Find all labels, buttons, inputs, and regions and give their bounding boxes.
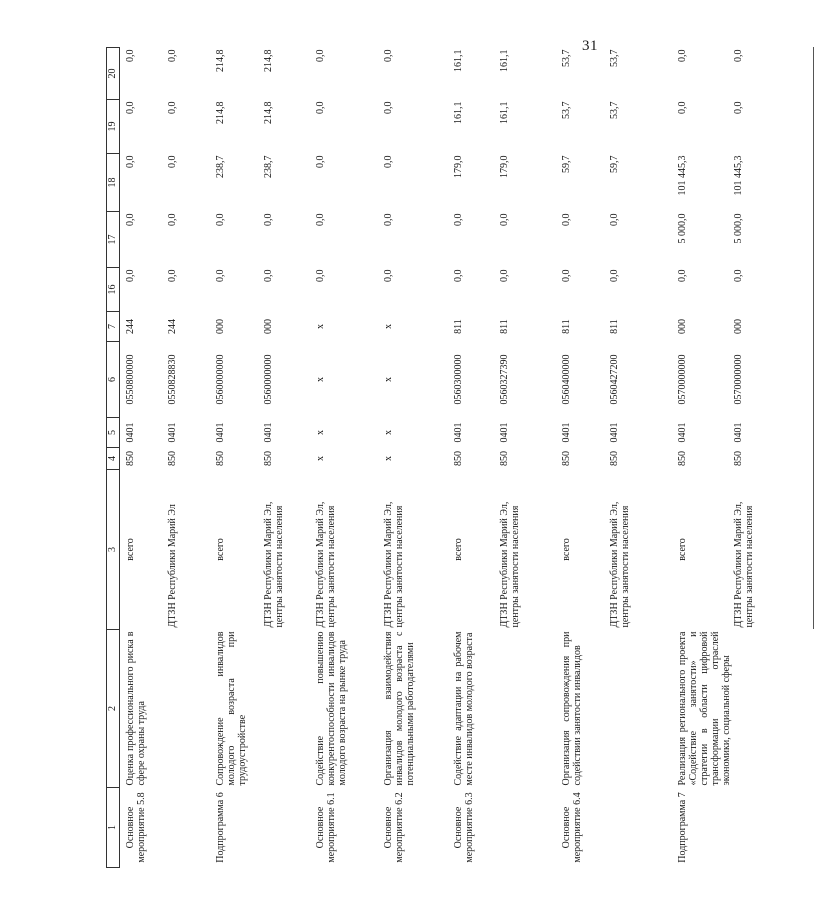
cell-value: 0,0 [608, 269, 620, 282]
cell-value: 214,8 [262, 101, 274, 124]
cell-value: 0,0 [314, 101, 326, 114]
col-header: 18 [107, 154, 120, 212]
cell-value: 161,1 [498, 49, 510, 72]
executor-cell: ДТЗН Республики Марий Эл, центры занятости населения [382, 501, 405, 628]
cell-value: 0,0 [314, 213, 326, 226]
cell-value: 0,0 [262, 269, 274, 282]
cell-grbs: 850 [560, 451, 572, 466]
measure-name: Содействие повышению конкурентоспособности инвалидов молодого возраста на рынке труда [314, 631, 348, 786]
col-header: 5 [107, 418, 120, 448]
cell-vr: 244 [125, 319, 136, 334]
table-row [448, 48, 498, 868]
cell-value: 161,1 [452, 49, 464, 72]
cell-rzpr: 0401 [262, 422, 274, 443]
cell-rzpr: 0401 [608, 422, 620, 443]
executor-cell: ДТЗН Республики Марий Эл [166, 504, 178, 628]
cell-value: 53,7 [560, 101, 572, 119]
cell-value: 0,0 [382, 155, 394, 168]
cell-value: 0,0 [125, 269, 136, 282]
col-header: 7 [107, 312, 120, 342]
cell-rzpr: 0401 [166, 422, 178, 443]
cell-csr: 0560000000 [262, 354, 274, 405]
table-row [672, 48, 732, 868]
cell-value: 53,7 [608, 101, 620, 119]
cell-grbs: x [382, 456, 394, 461]
cell-value: 53,7 [608, 49, 620, 67]
measure-code: Основное мероприятие 6.3 [452, 792, 475, 863]
cell-grbs: 850 [125, 451, 136, 466]
cell-value: 0,0 [314, 155, 326, 168]
cell-rzpr: 0401 [676, 422, 688, 443]
cell-grbs: 850 [452, 451, 464, 466]
cell-csr: 0560327390 [498, 354, 510, 405]
executor-cell: всего [676, 538, 688, 561]
cell-csr: 0560300000 [452, 354, 464, 405]
cell-value: 238,7 [214, 155, 226, 178]
executor-cell: ДТЗН Республики Марий Эл, центры занятости населения [498, 501, 521, 628]
budget-table [106, 47, 814, 868]
cell-vr: 811 [608, 319, 620, 334]
cell-rzpr: x [382, 430, 394, 435]
cell-value: 59,7 [608, 155, 620, 173]
cell-value: 161,1 [452, 101, 464, 124]
table-row [556, 48, 608, 868]
measure-code: Основное мероприятие 5.8 [125, 792, 147, 863]
cell-grbs: 850 [732, 448, 814, 470]
cell-value: 0,0 [314, 49, 326, 62]
cell-value: 0,0 [125, 213, 136, 226]
header-row [107, 48, 120, 868]
cell-value: 179,0 [452, 155, 464, 178]
cell-csr: 0560427200 [608, 354, 620, 405]
cell-csr: x [382, 377, 394, 382]
table-body [120, 48, 814, 868]
executor-cell: ДТЗН Республики Марий Эл, центры занятости населения [608, 501, 631, 628]
col-header: 6 [107, 342, 120, 418]
cell-value: 0,0 [498, 269, 510, 282]
cell-value: 59,7 [560, 155, 572, 173]
cell-vr: 000 [676, 319, 688, 334]
col-header: 20 [107, 48, 120, 100]
executor-cell: всего [560, 538, 572, 561]
cell-value: 0,0 [732, 48, 814, 100]
cell-value: 0,0 [382, 269, 394, 282]
cell-value: 0,0 [560, 213, 572, 226]
cell-value: 0,0 [608, 213, 620, 226]
cell-vr: 000 [732, 312, 814, 342]
cell-value: 0,0 [676, 269, 688, 282]
cell-value: 0,0 [382, 213, 394, 226]
cell-rzpr: 0401 [732, 418, 814, 448]
cell-rzpr: 0401 [125, 422, 136, 443]
cell-value: 0,0 [676, 49, 688, 62]
cell-value: 179,0 [498, 155, 510, 178]
cell-vr: 000 [262, 319, 274, 334]
cell-value: 0,0 [166, 269, 178, 282]
cell-vr: 811 [560, 319, 572, 334]
cell-value: 161,1 [498, 101, 510, 124]
cell-vr: 000 [214, 319, 226, 334]
cell-vr: 811 [498, 319, 510, 334]
cell-value: 0,0 [125, 155, 136, 168]
table-row [120, 48, 166, 868]
measure-code: Основное мероприятие 6.1 [314, 792, 337, 863]
cell-value: 238,7 [262, 155, 274, 178]
cell-value: 0,0 [166, 155, 178, 168]
measure-code: Основное мероприятие 6.4 [560, 792, 583, 863]
measure-code: Основное мероприятие 6.2 [382, 792, 405, 863]
measure-name: Организация сопровождения при содействии занятости инвалидов [560, 631, 583, 786]
cell-value: 0,0 [452, 213, 464, 226]
cell-value: 0,0 [262, 213, 274, 226]
page-number: 31 [582, 38, 598, 54]
executor-cell: всего [125, 538, 136, 561]
cell-value: 0,0 [125, 49, 136, 62]
executor-cell: ДТЗН Республики Марий Эл, центры занятости населения [314, 501, 337, 628]
executor-cell: ДТЗН Республики Марий Эл, центры занятости населения [732, 470, 814, 630]
cell-csr: 0550828830 [166, 354, 178, 405]
cell-rzpr: 0401 [452, 422, 464, 443]
table-row [378, 48, 448, 868]
cell-rzpr: 0401 [498, 422, 510, 443]
cell-value: 53,7 [560, 49, 572, 67]
measure-code: Подпрограмма 7 [676, 792, 688, 863]
cell-value: 5 000,0 [732, 212, 814, 268]
cell-grbs: 850 [262, 451, 274, 466]
cell-value: 0,0 [214, 213, 226, 226]
col-header: 19 [107, 100, 120, 154]
cell-csr: 0570000000 [732, 342, 814, 418]
cell-value: 0,0 [166, 213, 178, 226]
cell-value: 0,0 [125, 101, 136, 114]
cell-value: 101 445,3 [676, 155, 688, 196]
col-header: 1 [107, 788, 120, 868]
cell-value: 214,8 [214, 101, 226, 124]
cell-vr: x [314, 324, 326, 329]
cell-rzpr: 0401 [560, 422, 572, 443]
cell-vr: x [382, 324, 394, 329]
cell-grbs: 850 [166, 451, 178, 466]
cell-value: 0,0 [498, 213, 510, 226]
col-header: 3 [107, 470, 120, 630]
col-header: 4 [107, 448, 120, 470]
cell-value: 0,0 [382, 101, 394, 114]
executor-cell: всего [452, 538, 464, 561]
measure-name: Содействие адаптации на рабочем месте инвалидов молодого возраста [452, 631, 475, 786]
cell-rzpr: x [314, 430, 326, 435]
cell-value: 0,0 [732, 268, 814, 312]
col-header: 16 [107, 268, 120, 312]
measure-name: Сопровождение инвалидов молодого возраста при трудоустройстве [214, 631, 248, 786]
executor-cell: ДТЗН Республики Марий Эл, центры занятости населения [262, 501, 285, 628]
cell-value: 0,0 [676, 101, 688, 114]
cell-rzpr: 0401 [214, 422, 226, 443]
measure-name: Организация взаимодействия инвалидов молодого возраста с потенциальными работодателями [382, 631, 416, 786]
executor-cell: всего [214, 538, 226, 561]
col-header: 2 [107, 630, 120, 788]
cell-grbs: 850 [498, 451, 510, 466]
cell-csr: 0570000000 [676, 354, 688, 405]
cell-value: 0,0 [452, 269, 464, 282]
cell-value: 0,0 [314, 269, 326, 282]
cell-csr: x [314, 377, 326, 382]
cell-value: 214,8 [214, 49, 226, 72]
cell-value: 0,0 [166, 101, 178, 114]
cell-csr: 0550800000 [125, 354, 136, 405]
cell-value: 101 445,3 [732, 154, 814, 212]
cell-csr: 0560400000 [560, 354, 572, 405]
measure-name: Реализация регионального проекта «Содействие занятости» и стратегии в области цифровой трансформации отраслей экономики, социальной сферы [676, 631, 732, 786]
table-row [310, 48, 378, 868]
cell-value: 214,8 [262, 49, 274, 72]
rotated-table-container [106, 48, 755, 868]
cell-vr: 811 [452, 319, 464, 334]
cell-value: 0,0 [382, 49, 394, 62]
cell-grbs: 850 [676, 451, 688, 466]
cell-value: 0,0 [166, 49, 178, 62]
cell-csr: 0560000000 [214, 354, 226, 405]
cell-vr: 244 [166, 319, 178, 334]
col-header: 17 [107, 212, 120, 268]
table-row [210, 48, 262, 868]
cell-value: 0,0 [560, 269, 572, 282]
cell-value: 0,0 [214, 269, 226, 282]
cell-value: 5 000,0 [676, 213, 688, 244]
cell-grbs: 850 [608, 451, 620, 466]
cell-grbs: 850 [214, 451, 226, 466]
measure-code: Подпрограмма 6 [214, 792, 226, 863]
cell-value: 0,0 [732, 100, 814, 154]
measure-name: Оценка профессионального риска в сфере охраны труда [125, 631, 147, 786]
cell-grbs: x [314, 456, 326, 461]
